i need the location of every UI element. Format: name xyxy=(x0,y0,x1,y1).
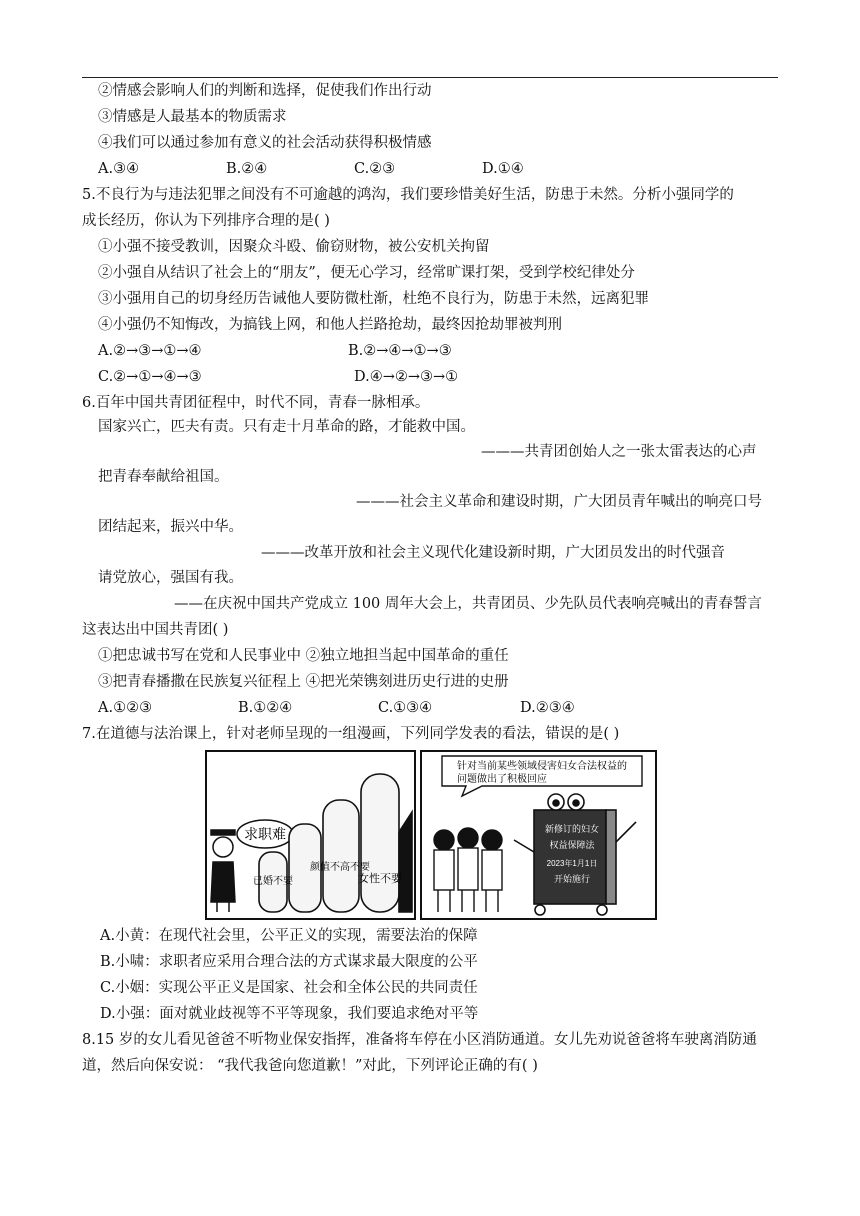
q7-choice-b[interactable]: B.小啸：求职者应采用合理合法的方式谋求最大限度的公平 xyxy=(100,954,478,970)
comic-panel-left xyxy=(205,750,416,920)
q7-choice-c[interactable]: C.小姻：实现公平正义是国家、社会和全体公民的共同责任 xyxy=(100,980,478,996)
book-effective: 开始施行 xyxy=(553,874,591,884)
law-book-character xyxy=(514,794,636,915)
caption-line-2: 问题做出了积极回应 xyxy=(457,774,547,785)
q5-stem-line1: 5.不良行为与违法犯罪之间没有不可逾越的鸿沟，我们要珍惜美好生活，防患于未然。分析小强同学的 xyxy=(82,187,734,203)
q5-stem-line2: 成长经历，你认为下列排序合理的是( ) xyxy=(82,213,330,229)
q6-quote-1: 国家兴亡，匹夫有责。只有走十月革命的路，才能救中国。 xyxy=(98,419,475,435)
q7-stem: 7.在道德与法治课上，针对老师呈现的一组漫画，下列同学发表的看法，错误的是( ) xyxy=(82,726,620,742)
q5-choice-c[interactable]: C.②→①→④→③ xyxy=(98,369,202,385)
q5-choice-b[interactable]: B.②→④→①→③ xyxy=(348,343,452,359)
q5-choice-a[interactable]: A.②→③→①→④ xyxy=(98,343,202,359)
caption-line-1: 针对当前某些领域侵害妇女合法权益的 xyxy=(457,761,627,772)
q6-choice-a[interactable]: A.①②③ xyxy=(98,700,153,716)
q4-choice-c[interactable]: C.②③ xyxy=(354,161,396,177)
q6-source-4: ——在庆祝中国共产党成立 100 周年大会上，共青团员、少先队员代表响亮喊出的青春誓言 xyxy=(174,596,762,612)
book-date: 2023年1月1日 xyxy=(546,859,598,868)
q4-choice-b[interactable]: B.②④ xyxy=(226,161,268,177)
q4-choice-d[interactable]: D.①④ xyxy=(482,161,524,177)
q5-statement-1: ①小强不接受教训，因聚众斗殴、偷窃财物，被公安机关拘留 xyxy=(98,239,490,255)
q6-choice-c[interactable]: C.①③④ xyxy=(378,700,433,716)
comic-right-drawing xyxy=(422,752,655,918)
q6-source-2: ———社会主义革命和建设时期，广大团员青年喊出的响亮口号 xyxy=(356,494,762,510)
finger-label-looks: 颜值不高不要 xyxy=(310,862,370,873)
finger-label-female: 女性不要 xyxy=(358,873,402,885)
q8-stem-line2: 道，然后向保安说： “我代我爸向您道歉！”对此，下列评论正确的有( ) xyxy=(82,1058,538,1074)
book-title-line-1: 新修订的妇女 xyxy=(544,824,600,834)
book-title-line-2: 权益保障法 xyxy=(549,840,595,850)
graduate-figure xyxy=(211,830,235,912)
q6-source-1: ———共青团创始人之一张太雷表达的心声 xyxy=(481,444,757,460)
q6-quote-2: 把青春奉献给祖国。 xyxy=(98,469,229,485)
q6-stem: 6.百年中国共青团征程中，时代不同，青春一脉相承。 xyxy=(82,395,430,411)
q8-stem-line1: 8.15 岁的女儿看见爸爸不听物业保安指挥，准备将车停在小区消防通道。女儿先劝说爸爸将车驶离消防通 xyxy=(82,1032,757,1048)
q7-choice-d[interactable]: D.小强：面对就业歧视等不平等现象，我们要追求绝对平等 xyxy=(100,1006,479,1022)
q6-quote-3: 团结起来，振兴中华。 xyxy=(98,519,243,535)
q6-stem-2: 这表达出中国共青团( ) xyxy=(82,622,229,638)
q4-choice-a[interactable]: A.③④ xyxy=(98,161,140,177)
q6-statements-3-4: ③把青春播撒在民族复兴征程上 ④把光荣镌刻进历史行进的史册 xyxy=(98,674,509,690)
q5-statement-3: ③小强用自己的切身经历告诫他人要防微杜渐，杜绝不良行为，防患于未然，远离犯罪 xyxy=(98,291,649,307)
q4-statement-2: ②情感会影响人们的判断和选择，促使我们作出行动 xyxy=(98,83,432,99)
q6-quote-4: 请党放心，强国有我。 xyxy=(98,570,243,586)
q5-statement-2: ②小强自从结识了社会上的“朋友”，便无心学习，经常旷课打架，受到学校纪律处分 xyxy=(98,265,635,281)
q4-statement-3: ③情感是人最基本的物质需求 xyxy=(98,109,287,125)
q6-source-3: ———改革开放和社会主义现代化建设新时期，广大团员发出的时代强音 xyxy=(261,545,725,561)
header-rule xyxy=(82,77,778,78)
q7-choice-a[interactable]: A.小黄：在现代社会里，公平正义的实现，需要法治的保障 xyxy=(100,928,478,944)
comic-left-drawing xyxy=(207,752,414,918)
q5-choice-d[interactable]: D.④→②→③→① xyxy=(354,369,459,385)
q6-choice-b[interactable]: B.①②④ xyxy=(238,700,293,716)
q4-statement-4: ④我们可以通过参加有意义的社会活动获得积极情感 xyxy=(98,135,432,151)
q6-choice-d[interactable]: D.②③④ xyxy=(520,700,575,716)
q6-statements-1-2: ①把忠诚书写在党和人民事业中 ②独立地担当起中国革命的重任 xyxy=(98,648,509,664)
finger-label-married: 已婚不要 xyxy=(253,876,293,887)
children-figures xyxy=(434,828,502,912)
bubble-text: 求职难 xyxy=(244,826,286,842)
comic-panel-right xyxy=(420,750,657,920)
q5-statement-4: ④小强仍不知悔改，为搞钱上网，和他人拦路抢劫，最终因抢劫罪被判刑 xyxy=(98,317,562,333)
